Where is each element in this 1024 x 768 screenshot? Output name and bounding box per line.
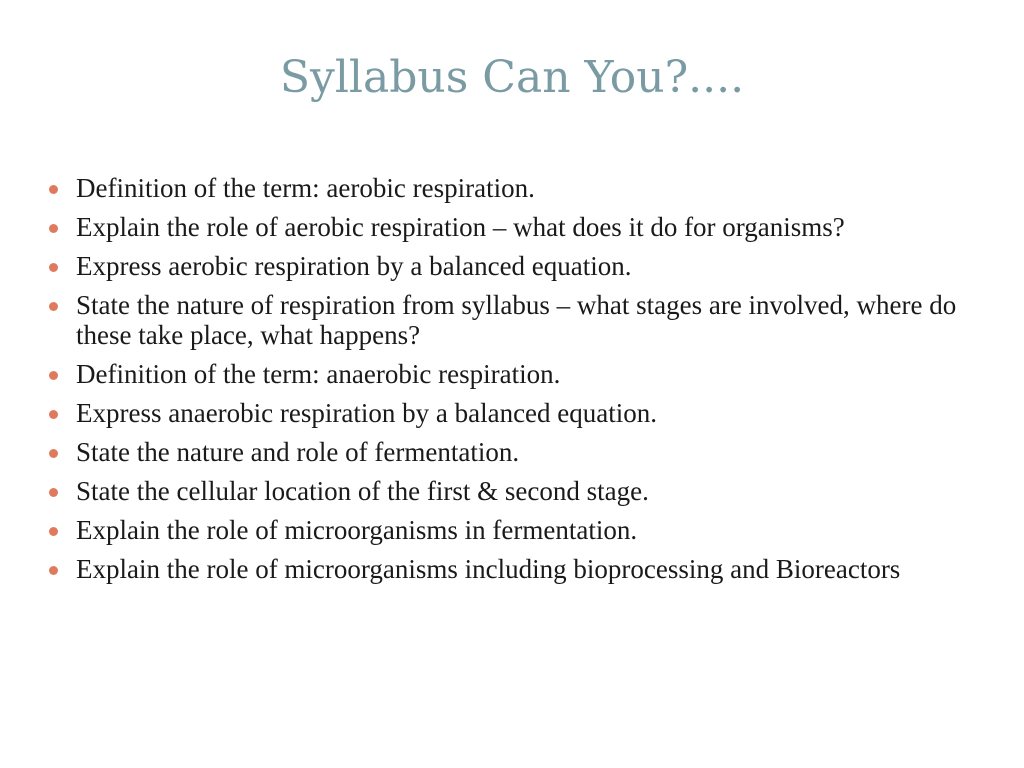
bullet-dot-icon: [49, 185, 58, 194]
bullet-item: [49, 173, 979, 203]
bullet-dot-icon: [49, 371, 58, 380]
bullet-item: [49, 437, 979, 467]
bullet-item: [49, 554, 979, 584]
bullet-text: Express aerobic respiration by a balanced equation.: [76, 251, 632, 281]
bullet-text: Express anaerobic respiration by a balanced equation.: [76, 398, 658, 428]
slide-title: Syllabus Can You?....: [279, 52, 745, 103]
bullet-item: [49, 251, 979, 281]
bullet-item: [49, 212, 979, 242]
bullet-text: State the nature and role of fermentation.: [76, 437, 520, 467]
bullet-text: Explain the role of microorganisms in fermentation.: [76, 515, 638, 545]
bullet-dot-icon: [49, 527, 58, 536]
bullet-text: State the cellular location of the first & second stage.: [76, 476, 649, 506]
bullet-item: [49, 515, 979, 545]
bullet-text: Explain the role of microorganisms including bioprocessing and Bioreactors: [76, 554, 901, 584]
bullet-dot-icon: [49, 263, 58, 272]
bullet-text: State the nature of respiration from syllabus – what stages are involved, where do these take place, what happens?: [76, 290, 957, 350]
bullet-text: Definition of the term: aerobic respiration.: [76, 173, 535, 203]
bullet-item: [49, 398, 979, 428]
bullet-list: [49, 173, 979, 593]
bullet-item: [49, 359, 979, 389]
bullet-item: [49, 290, 979, 350]
bullet-dot-icon: [49, 566, 58, 575]
bullet-text: Explain the role of aerobic respiration – what does it do for organisms?: [76, 212, 845, 242]
bullet-dot-icon: [49, 449, 58, 458]
bullet-dot-icon: [49, 302, 58, 311]
bullet-dot-icon: [49, 488, 58, 497]
bullet-dot-icon: [49, 224, 58, 233]
bullet-dot-icon: [49, 410, 58, 419]
bullet-text: Definition of the term: anaerobic respiration.: [76, 359, 561, 389]
bullet-item: [49, 476, 979, 506]
